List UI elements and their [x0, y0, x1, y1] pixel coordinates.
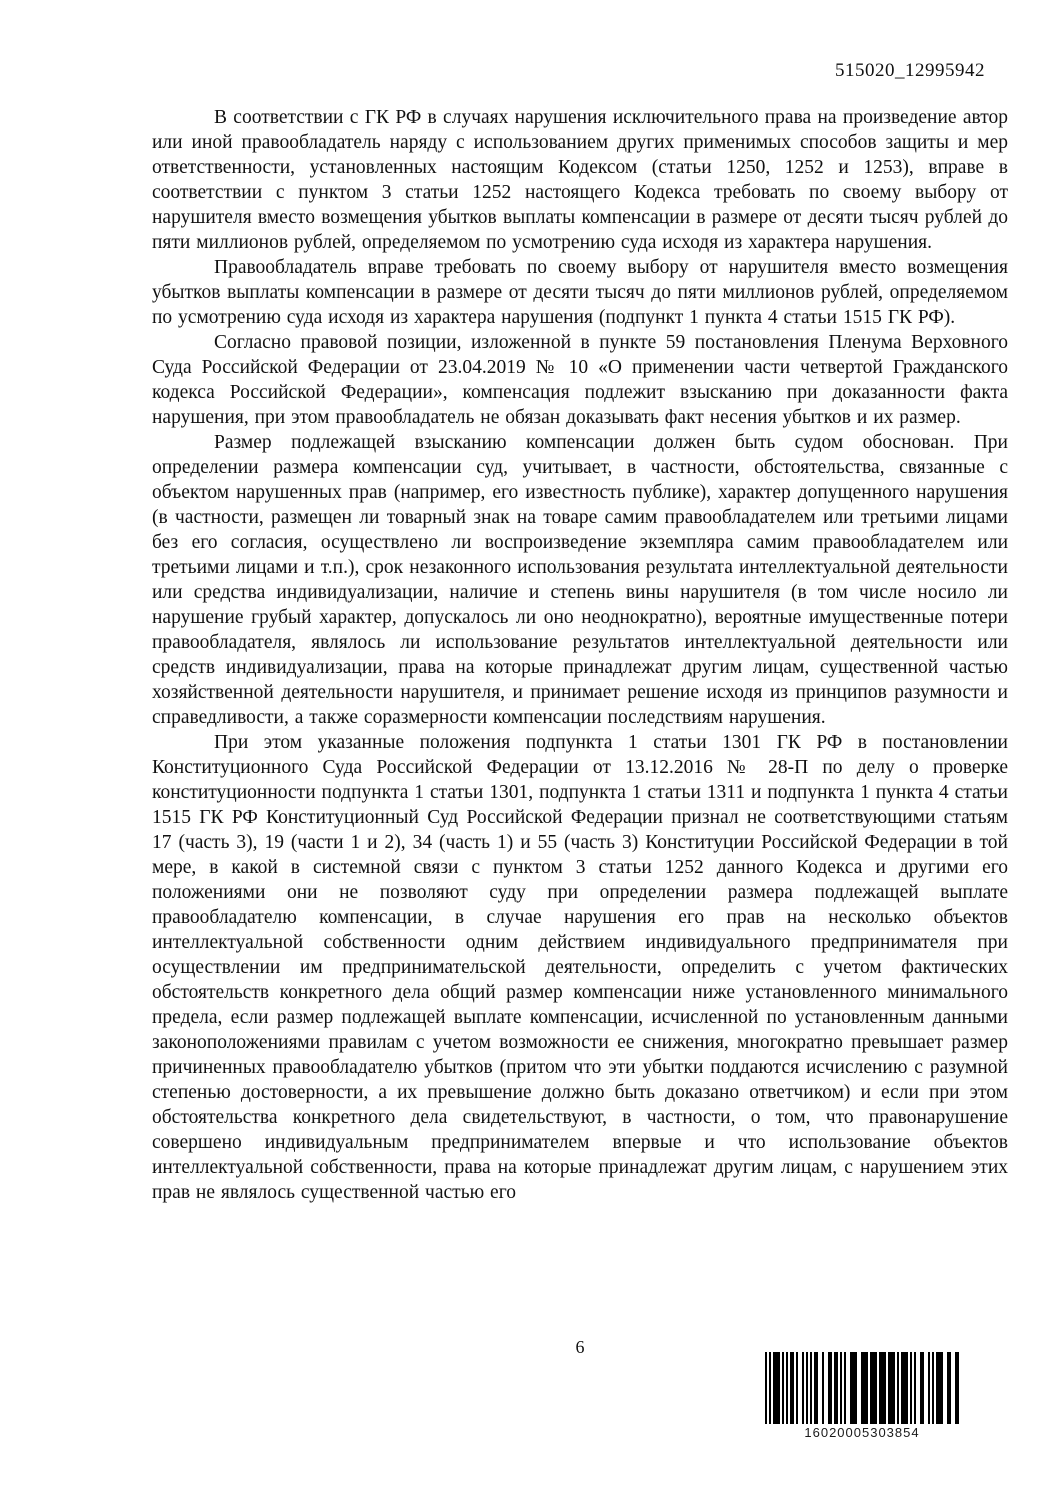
barcode-bar	[936, 1352, 943, 1424]
paragraph: При этом указанные положения подпункта 1 статьи 1301 ГК РФ в постановлении Конституционного Суда Российской Федерации от 13.12.2016 № 28-П по делу о проверке конституционности подпункта 1 статьи 1301, подпункта 1 статьи 1311 и подпункта 1 пункта 4 статьи 1515 ГК РФ Конституционный Суд Российской Федерации признал не соответствующими статьям 17 (часть 3), 19 (части 1 и 2), 34 (часть 1) и 55 (часть 3) Конституции Российской Федерации в той мере, в какой в системной связи с пунктом 3 статьи 1252 данного Кодекса и другими его положениями они не позволяют суду при определении размера подлежащей выплате правообладателю компенсации, в случае нарушения его прав на несколько объектов интеллектуальной собственности одним действием индивидуального предпринимателя при осуществлении им предпринимательской деятельности, определить с учетом фактических обстоятельств конкретного дела общий размер компенсации ниже установленного минимального предела, если размер подлежащей выплате компенсации, исчисленной по установленным данными законоположениями правилам с учетом возможности ее снижения, многократно превышает размер причиненных правообладателю убытков (притом что эти убытки поддаются исчислению с разумной степенью достоверности, а их превышение должно быть доказано ответчиком) и если при этом обстоятельства конкретного дела свидетельствуют, в частности, о том, что правонарушение совершено индивидуальным предпринимателем впервые и что использование объектов интеллектуальной собственности, права на которые принадлежат другим лицам, с нарушением этих прав не являлось существенной частью его	[152, 732, 1008, 1203]
barcode-bars	[765, 1352, 959, 1424]
barcode-number: 16020005303854	[804, 1425, 920, 1440]
paragraph: В соответствии с ГК РФ в случаях нарушения исключительного права на произведение автор или иной правообладатель наряду с использованием других применимых способов защиты и мер ответственности, установленных настоящим Кодексом (статьи 1250, 1252 и 1253), вправе в соответствии с пунктом 3 статьи 1252 настоящего Кодекса требовать по своему выбору от нарушителя вместо возмещения убытков выплаты компенсации в размере от десяти тысяч рублей до пяти миллионов рублей, определяемом по усмотрению суда исходя из характера нарушения.	[152, 107, 1008, 253]
barcode	[765, 1352, 959, 1440]
document-body	[152, 105, 1008, 1205]
paragraph: Размер подлежащей взысканию компенсации должен быть судом обоснован. При определении размера компенсации суд, учитывает, в частности, обстоятельства, связанные с объектом нарушенных прав (например, его известность публике), характер допущенного нарушения (в частности, размещен ли товарный знак на товаре самим правообладателем или третьими лицами без его согласия, осуществлено ли воспроизведение экземпляра самим правообладателем или третьими лицами и т.п.), срок незаконного использования результата интеллектуальной деятельности или средства индивидуализации, наличие и степень вины нарушителя (в том числе носило ли нарушение грубый характер, допускалось ли оно неоднократно), вероятные имущественные потери правообладателя, являлось ли использование результатов интеллектуальной деятельности или средств индивидуализации, права на которые принадлежат другим лицам, существенной частью хозяйственной деятельности нарушителя, и принимает решение исходя из принципов разумности и справедливости, а также соразмерности компенсации последствиям нарушения.	[152, 432, 1008, 728]
page-number: 6	[575, 1337, 585, 1357]
barcode-bar	[888, 1352, 895, 1424]
barcode-bar	[850, 1352, 857, 1424]
document-id-header: 515020_12995942	[835, 60, 985, 81]
barcode-bar	[879, 1352, 886, 1424]
paragraph: Согласно правовой позиции, изложенной в пункте 59 постановления Пленума Верховного Суда Российской Федерации от 23.04.2019 № 10 «О применении части четвертой Гражданского кодекса Российской Федерации», компенсация подлежит взысканию при доказанности факта нарушения, при этом правообладатель не обязан доказывать факт несения убытков и их размер.	[152, 332, 1008, 428]
barcode-bar	[955, 1352, 959, 1424]
paragraph: Правообладатель вправе требовать по своему выбору от нарушителя вместо возмещения убытков выплаты компенсации в размере от десяти тысяч до пяти миллионов рублей, определяемом по усмотрению суда исходя из характера нарушения (подпункт 1 пункта 4 статьи 1515 ГК РФ).	[152, 257, 1008, 328]
barcode-bar	[861, 1352, 868, 1424]
barcode-bar	[870, 1352, 877, 1424]
barcode-bar	[901, 1352, 908, 1424]
barcode-bar	[773, 1352, 780, 1424]
